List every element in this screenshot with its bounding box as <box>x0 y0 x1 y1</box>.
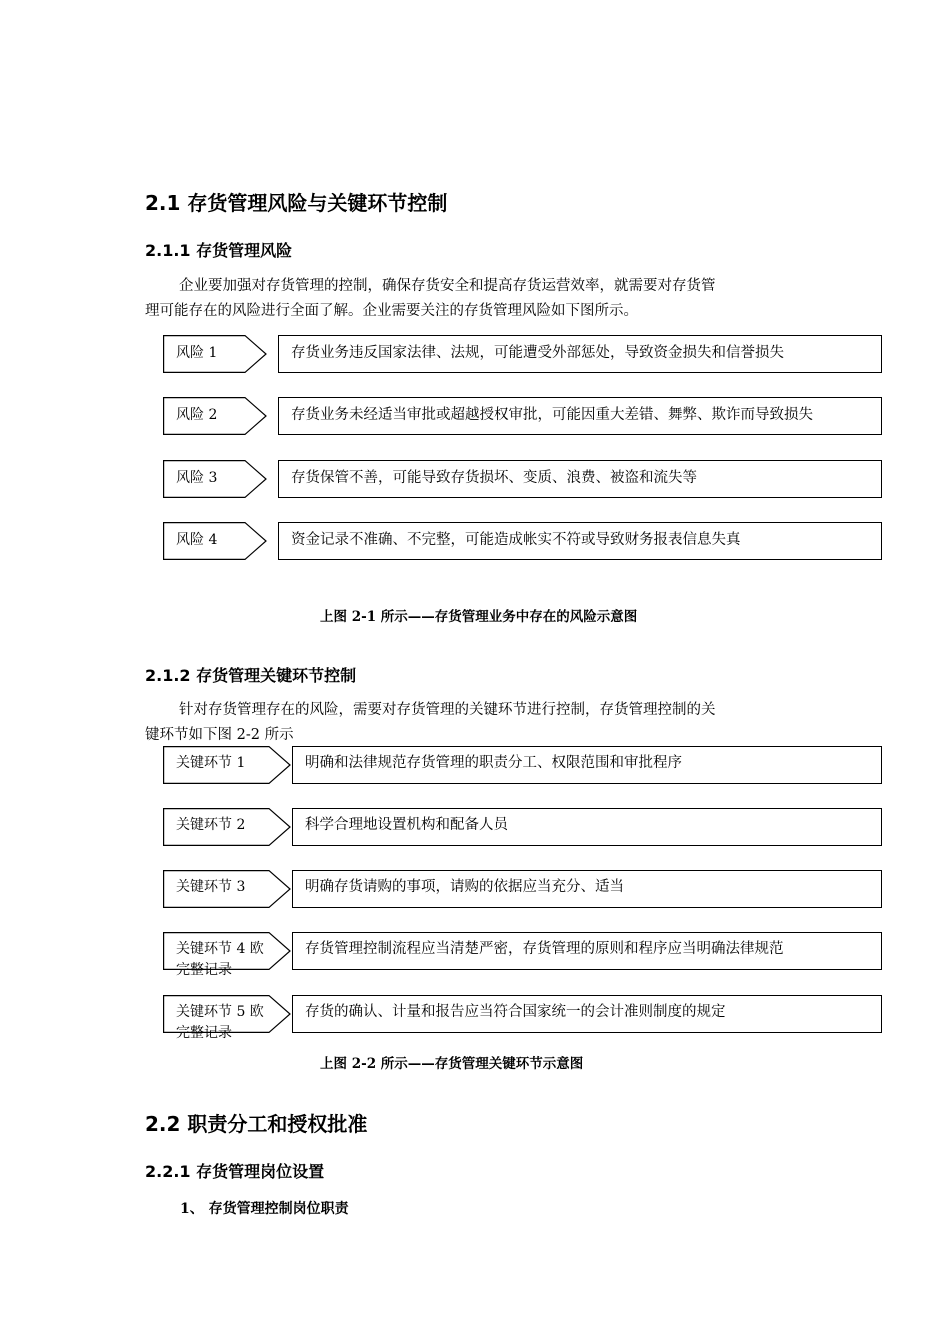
key-point-tag-3 <box>163 870 291 908</box>
subsection-title-2-2-1: 2.2.1 存货管理岗位设置 <box>145 1162 325 1181</box>
risk-description: 存货业务未经适当审批或超越授权审批，可能因重大差错、舞弊、欺诈而导致损失 <box>291 407 813 423</box>
figure-caption-2-2: 上图 2-2 所示——存货管理关键环节示意图 <box>320 1056 584 1072</box>
risk-description-box-4 <box>278 522 882 560</box>
risk-description-box-3 <box>278 460 882 498</box>
risk-tag-2 <box>163 397 267 435</box>
risk-label: 风险 3 <box>176 470 218 486</box>
paragraph-line: 键环节如下图 2-2 所示 <box>145 727 294 743</box>
risk-tag-4 <box>163 522 267 560</box>
risk-label: 风险 1 <box>176 345 218 361</box>
risk-label: 风险 4 <box>176 532 218 548</box>
key-point-label-overflow: 完整记录 <box>176 1025 232 1041</box>
risk-description-box-1 <box>278 335 882 373</box>
subsection-title-2-1-2: 2.1.2 存货管理关键环节控制 <box>145 666 357 685</box>
key-point-description: 明确和法律规范存货管理的职责分工、权限范围和审批程序 <box>305 755 682 771</box>
key-point-label: 关键环节 3 <box>176 879 246 895</box>
key-point-description-box-1 <box>292 746 882 784</box>
risk-description: 存货业务违反国家法律、法规，可能遭受外部惩处，导致资金损失和信誉损失 <box>291 345 784 361</box>
key-point-description-box-4 <box>292 932 882 970</box>
risk-tag-3 <box>163 460 267 498</box>
section-title-2-2: 2.2 职责分工和授权批准 <box>145 1112 368 1136</box>
key-point-description: 存货管理控制流程应当清楚严密，存货管理的原则和程序应当明确法律规范 <box>305 941 784 957</box>
paragraph-key-intro <box>145 698 845 748</box>
key-point-tag-2 <box>163 808 291 846</box>
risk-label: 风险 2 <box>176 407 218 423</box>
paragraph-line: 企业要加强对存货管理的控制，确保存货安全和提高存货运营效率，就需要对存货管 <box>179 278 716 294</box>
key-point-description-box-3 <box>292 870 882 908</box>
key-point-label: 关键环节 4 欧 <box>176 941 264 957</box>
key-point-description: 存货的确认、计量和报告应当符合国家统一的会计准则制度的规定 <box>305 1004 726 1020</box>
risk-description: 存货保管不善，可能导致存货损坏、变质、浪费、被盗和流失等 <box>291 470 697 486</box>
key-point-description: 明确存货请购的事项，请购的依据应当充分、适当 <box>305 879 624 895</box>
figure-caption-2-1: 上图 2-1 所示——存货管理业务中存在的风险示意图 <box>320 609 638 625</box>
key-point-tag-5 <box>163 995 291 1041</box>
paragraph-risk-intro <box>145 274 845 324</box>
key-point-tag-4 <box>163 932 291 978</box>
risk-tag-1 <box>163 335 267 373</box>
risk-description: 资金记录不准确、不完整，可能造成帐实不符或导致财务报表信息失真 <box>291 532 741 548</box>
subsection-title-2-1-1: 2.1.1 存货管理风险 <box>145 241 293 260</box>
risk-description-box-2 <box>278 397 882 435</box>
paragraph-line: 针对存货管理存在的风险，需要对存货管理的关键环节进行控制，存货管理控制的关 <box>179 702 716 718</box>
key-point-label: 关键环节 1 <box>176 755 246 771</box>
key-point-label: 关键环节 2 <box>176 817 246 833</box>
key-point-tag-1 <box>163 746 291 784</box>
list-item-heading: 1、 存货管理控制岗位职责 <box>180 1201 349 1217</box>
section-title-2-1: 2.1 存货管理风险与关键环节控制 <box>145 191 448 215</box>
key-point-label-overflow: 完整记录 <box>176 962 232 978</box>
key-point-description-box-5 <box>292 995 882 1033</box>
paragraph-line: 理可能存在的风险进行全面了解。企业需要关注的存货管理风险如下图所示。 <box>145 303 638 319</box>
key-point-description: 科学合理地设置机构和配备人员 <box>305 817 508 833</box>
key-point-label: 关键环节 5 欧 <box>176 1004 264 1020</box>
key-point-description-box-2 <box>292 808 882 846</box>
